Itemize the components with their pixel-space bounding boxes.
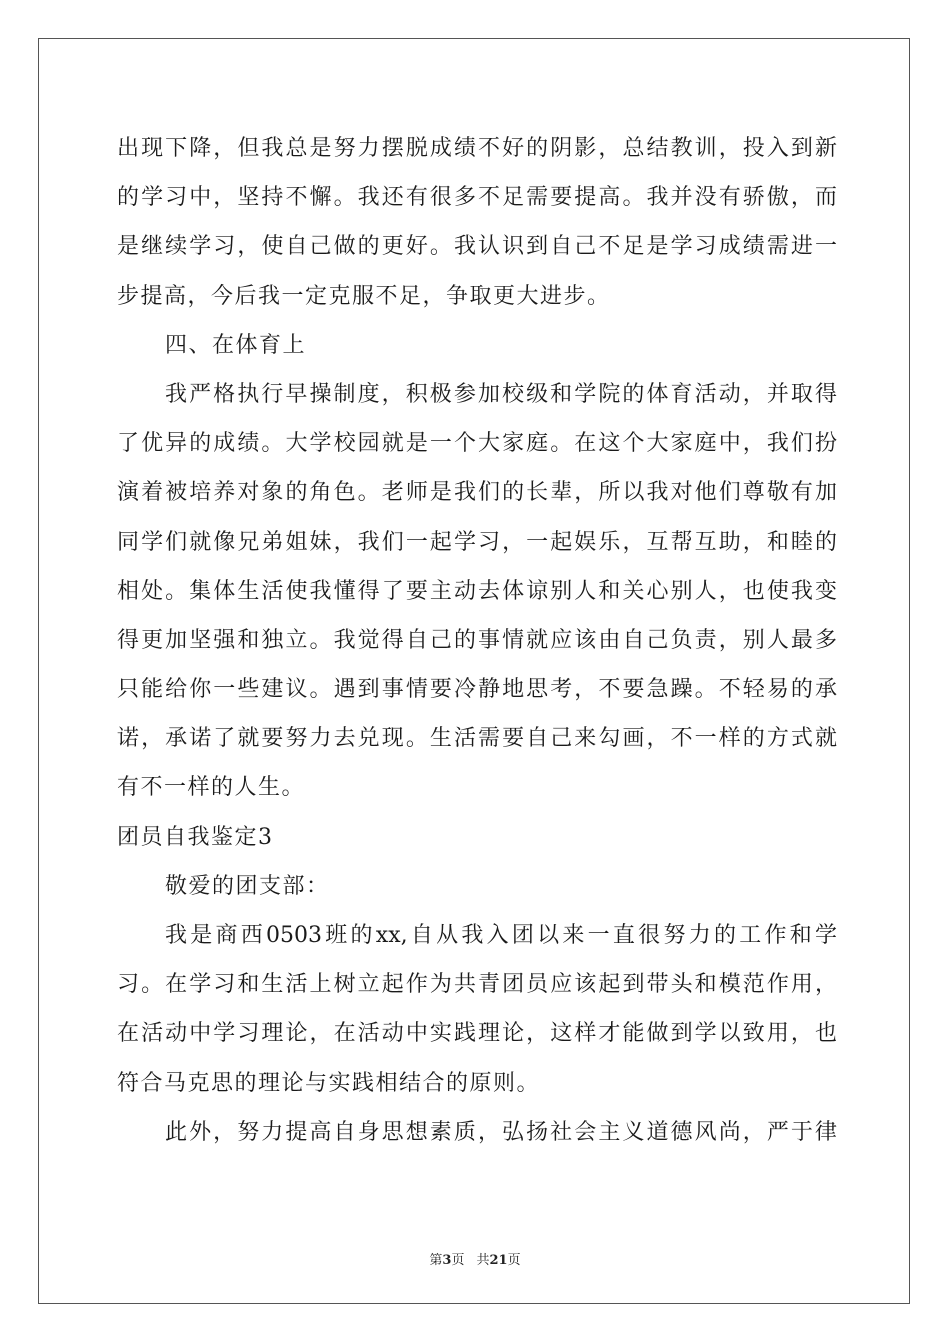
text-line: 了优异的成绩。大学校园就是一个大家庭。在这个大家庭中，我们扮	[117, 431, 837, 457]
text-line: 有不一样的人生。	[117, 775, 306, 801]
text-line: 得更加坚强和独立。我觉得自己的事情就应该由自己负责，别人最多	[117, 627, 837, 653]
document-body	[117, 124, 837, 1157]
text-line: 相处。集体生活使我懂得了要主动去体谅别人和关心别人，也使我变	[117, 578, 837, 604]
footer-page-number: 3	[442, 1253, 452, 1268]
text-line: 是继续学习，使自己做的更好。我认识到自己不足是学习成绩需进一	[117, 234, 837, 260]
text-line: 只能给你一些建议。遇到事情要冷静地思考，不要急躁。不轻易的承	[117, 677, 837, 703]
footer-total-suffix: 页	[507, 1253, 521, 1268]
text-line: 敬爱的团支部：	[165, 873, 330, 899]
footer-total-prefix: 共	[476, 1253, 490, 1268]
text-line: 同学们就像兄弟姐妹，我们一起学习，一起娱乐，互帮互助，和睦的	[117, 529, 837, 555]
footer-total-number: 21	[489, 1253, 508, 1268]
text-line: 演着被培养对象的角色。老师是我们的长辈，所以我对他们尊敬有加	[117, 480, 837, 506]
text-line: 我是商西0503班的xx,自从我入团以来一直很努力的工作和学	[165, 923, 837, 948]
text-line: 四、在体育上	[165, 332, 307, 358]
text-line: 团员自我鉴定3	[117, 824, 274, 850]
text-line: 的学习中，坚持不懈。我还有很多不足需要提高。我并没有骄傲，而	[117, 185, 837, 211]
text-line: 符合马克思的理论与实践相结合的原则。	[117, 1070, 541, 1096]
footer-page-suffix: 页	[451, 1253, 465, 1268]
text-line: 步提高，今后我一定克服不足，争取更大进步。	[117, 283, 611, 309]
page-footer	[0, 1249, 950, 1268]
text-line: 出现下降，但我总是努力摆脱成绩不好的阴影，总结教训，投入到新	[117, 136, 837, 161]
text-line: 我严格执行早操制度，积极参加校级和学院的体育活动，并取得	[165, 381, 837, 407]
text-line: 在活动中学习理论，在活动中实践理论，这样才能做到学以致用，也	[117, 1021, 837, 1047]
text-line: 此外，努力提高自身思想素质，弘扬社会主义道德风尚，严于律	[165, 1119, 837, 1145]
text-line: 诺，承诺了就要努力去兑现。生活需要自己来勾画，不一样的方式就	[117, 726, 837, 752]
text-line: 习。在学习和生活上树立起作为共青团员应该起到带头和模范作用，	[117, 972, 837, 998]
footer-page-prefix: 第	[429, 1253, 443, 1268]
